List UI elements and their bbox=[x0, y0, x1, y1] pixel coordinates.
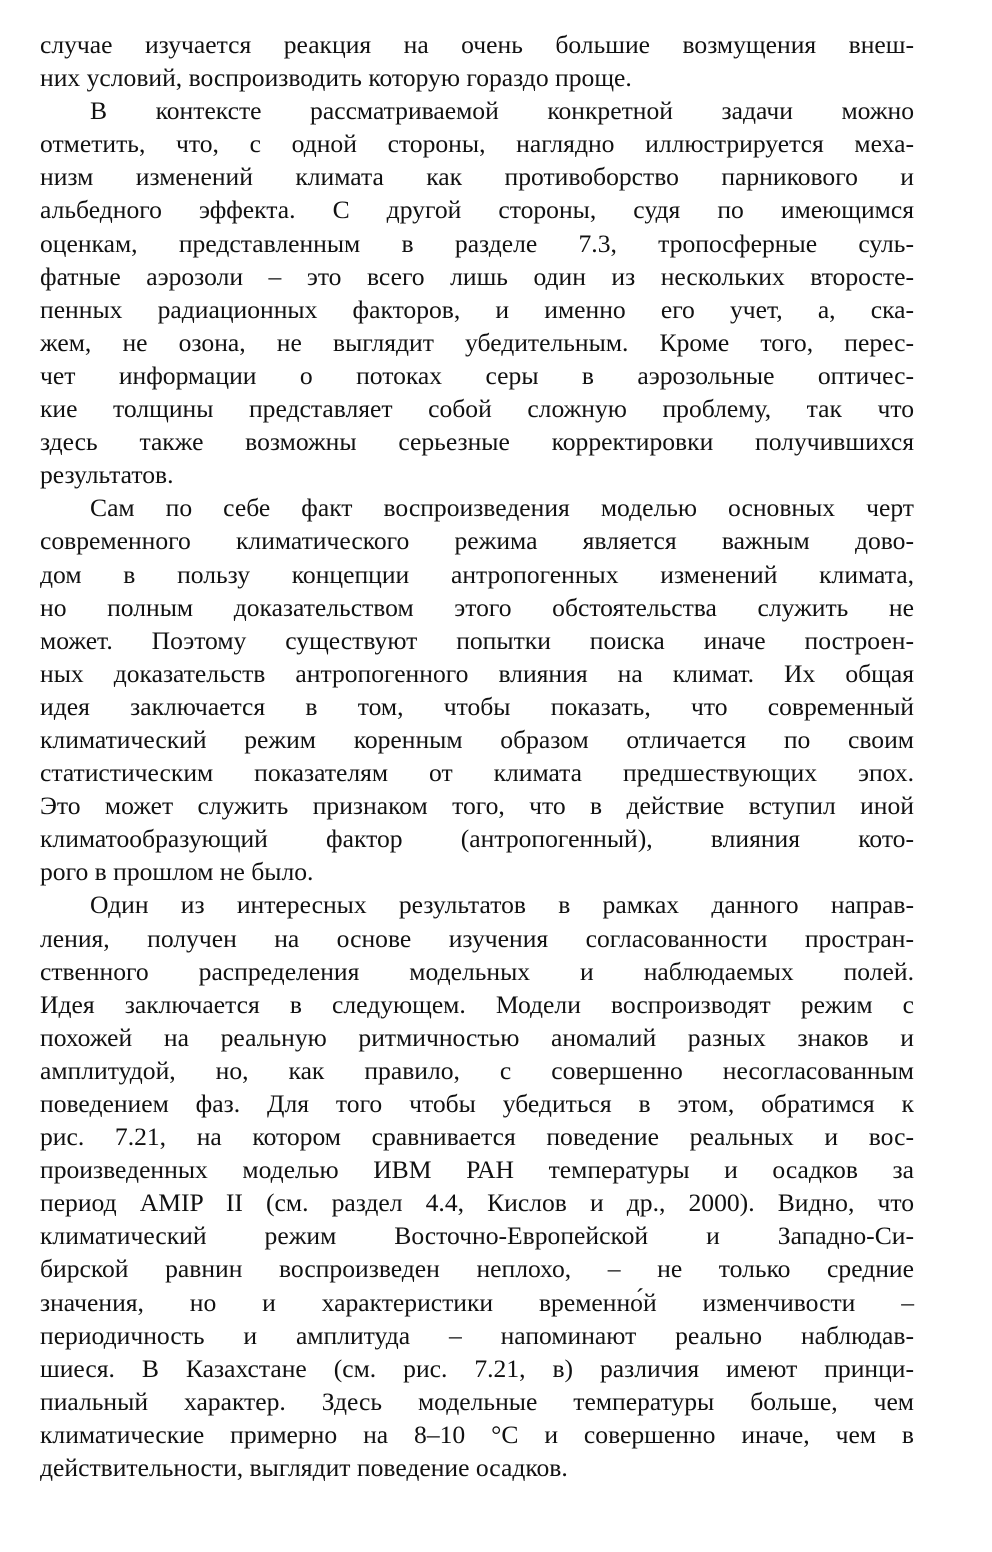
text-line: Один из интересных результатов в рамках данного направ- bbox=[90, 890, 914, 920]
text-line: идея заключается в том, чтобы показать, что современный bbox=[40, 691, 914, 721]
text-line: период AMIP II (см. раздел 4.4, Кислов и др., 2000). Видно, что bbox=[40, 1188, 914, 1218]
text-line: Это может служить признаком того, что в действие вступил иной bbox=[40, 791, 914, 821]
text-line: произведенных моделью ИВМ РАН температуры и осадков за bbox=[40, 1155, 914, 1185]
paragraph-2 bbox=[40, 94, 914, 491]
text-line: кие толщины представляет собой сложную проблему, так что bbox=[40, 394, 914, 424]
text-line: Идея заключается в следующем. Модели воспроизводят режим с bbox=[40, 989, 914, 1019]
text-line: может. Поэтому существуют попытки поиска иначе построен- bbox=[40, 625, 914, 655]
text-line: поведением фаз. Для того чтобы убедиться в этом, обратимся к bbox=[40, 1089, 914, 1118]
text-line: Сам по себе факт воспроизведения моделью основных черт bbox=[90, 493, 914, 523]
text-line: пиальный характер. Здесь модельные температуры больше, чем bbox=[40, 1386, 914, 1416]
text-line: низм изменений климата как противоборство парникового и bbox=[40, 162, 914, 192]
text-line: чет информации о потоках серы в аэрозольные оптичес- bbox=[40, 360, 914, 390]
text-line: случае изучается реакция на очень большие возмущения внеш- bbox=[40, 30, 914, 59]
text-line: действительности, выглядит поведение осадков. bbox=[40, 1453, 568, 1483]
text-line: дом в пользу концепции антропогенных изменений климата, bbox=[40, 559, 914, 589]
paragraph-4 bbox=[40, 888, 914, 1484]
text-line: климатический режим коренным образом отличается по своим bbox=[40, 724, 914, 754]
text-line: похожей на реальную ритмичностью аномалий разных знаков и bbox=[40, 1022, 914, 1052]
text-line: ления, получен на основе изучения согласованности простран- bbox=[40, 923, 914, 953]
text-line: рис. 7.21, на котором сравнивается поведение реальных и вос- bbox=[40, 1122, 914, 1152]
text-line: В контексте рассматриваемой конкретной задачи можно bbox=[90, 96, 914, 126]
text-line: фатные аэрозоли – это всего лишь один из нескольких второсте- bbox=[40, 261, 914, 291]
text-line: ственного распределения модельных и наблюдаемых полей. bbox=[40, 956, 914, 986]
text-line: климатообразующий фактор (антропогенный), влияния кото- bbox=[40, 824, 914, 854]
text-line: статистическим показателям от климата предшествующих эпох. bbox=[40, 758, 914, 788]
book-page bbox=[40, 28, 914, 1484]
text-line: бирской равнин воспроизведен неплохо, – не только средние bbox=[40, 1254, 914, 1284]
text-line: жем, не озона, не выглядит убедительным. Кроме того, перес- bbox=[40, 327, 914, 357]
paragraph-3 bbox=[40, 491, 914, 888]
text-line: ных доказательств антропогенного влияния на климат. Их общая bbox=[40, 658, 914, 688]
text-line: рого в прошлом не было. bbox=[40, 857, 314, 887]
text-line: отметить, что, с одной стороны, наглядно иллюстрируется меха- bbox=[40, 129, 914, 159]
text-line: периодичность и амплитуда – напоминают реально наблюдав- bbox=[40, 1320, 914, 1350]
text-line: современного климатического режима является важным дово- bbox=[40, 526, 914, 556]
paragraph-1 bbox=[40, 28, 914, 94]
text-line: значения, но и характеристики временно́й изменчивости – bbox=[40, 1287, 914, 1317]
text-line: пенных радиационных факторов, и именно его учет, а, ска- bbox=[40, 294, 914, 324]
text-line: климатический режим Восточно-Европейской и Западно-Си- bbox=[40, 1221, 914, 1251]
text-line: но полным доказательством этого обстоятельства служить не bbox=[40, 592, 914, 622]
text-line: здесь также возможны серьезные корректировки получившихся bbox=[40, 427, 914, 457]
text-line: амплитудой, но, как правило, с совершенно несогласованным bbox=[40, 1055, 914, 1085]
text-line: альбедного эффекта. С другой стороны, судя по имеющимся bbox=[40, 195, 914, 225]
text-line: шиеся. В Казахстане (см. рис. 7.21, в) различия имеют принци- bbox=[40, 1353, 914, 1383]
text-line: результатов. bbox=[40, 460, 174, 490]
text-line: климатические примерно на 8–10 °С и совершенно иначе, чем в bbox=[40, 1419, 914, 1449]
text-line: них условий, воспроизводить которую гораздо проще. bbox=[40, 63, 632, 93]
text-line: оценкам, представленным в разделе 7.3, тропосферные суль- bbox=[40, 228, 914, 258]
